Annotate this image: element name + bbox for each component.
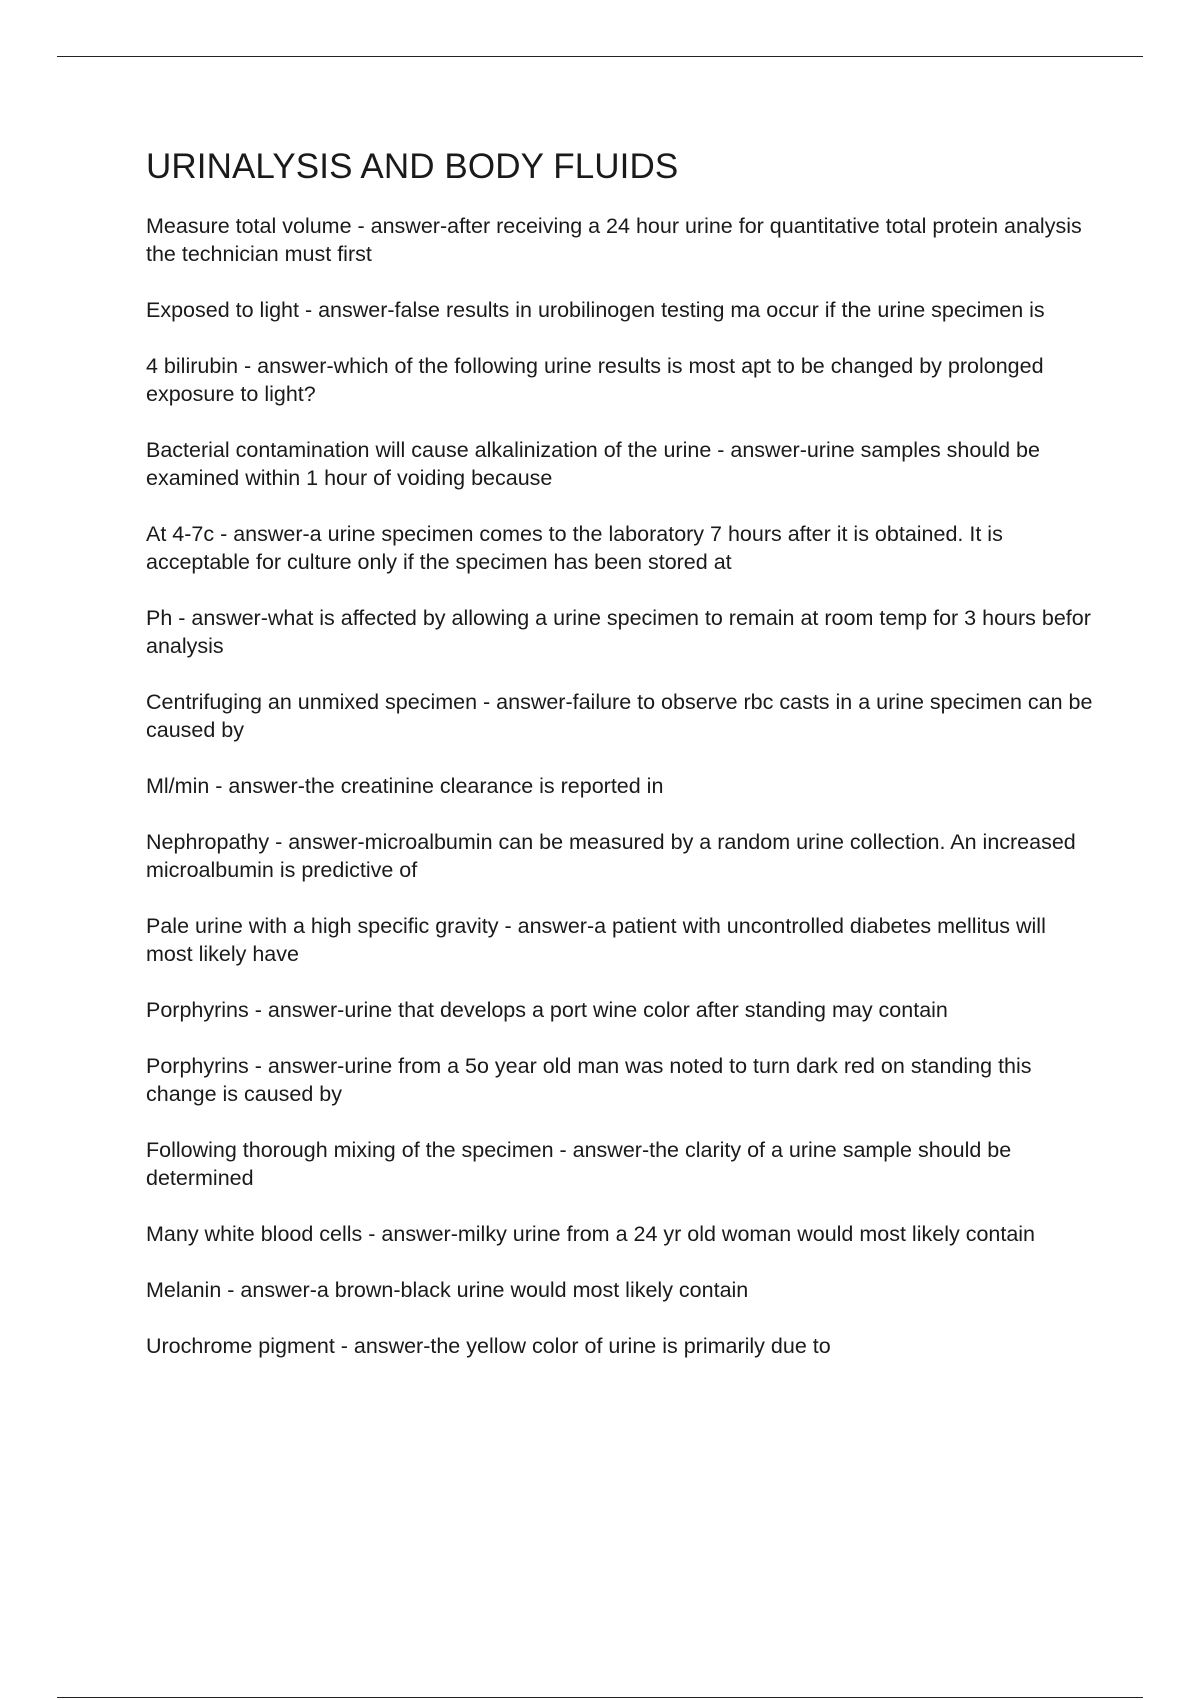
top-divider [57, 56, 1143, 57]
qa-item: Ml/min - answer-the creatinine clearance is reported in [146, 774, 664, 798]
qa-item: Measure total volume - answer-after receiving a 24 hour urine for quantitative total protein analysis the technician must first [146, 214, 1082, 266]
document-body [146, 140, 1096, 1388]
qa-item: At 4-7c - answer-a urine specimen comes to the laboratory 7 hours after it is obtained. It is acceptable for culture only if the specimen has been stored at [146, 522, 1003, 574]
qa-item: Melanin - answer-a brown-black urine would most likely contain [146, 1278, 749, 1302]
bottom-divider [57, 1697, 1143, 1698]
qa-item: Ph - answer-what is affected by allowing a urine specimen to remain at room temp for 3 hours befor analysis [146, 606, 1091, 658]
qa-item: Following thorough mixing of the specimen - answer-the clarity of a urine sample should be determined [146, 1138, 1012, 1190]
qa-item: 4 bilirubin - answer-which of the following urine results is most apt to be changed by prolonged exposure to light? [146, 354, 1044, 406]
qa-item: Centrifuging an unmixed specimen - answer-failure to observe rbc casts in a urine specimen can be caused by [146, 690, 1093, 742]
qa-item: Pale urine with a high specific gravity - answer-a patient with uncontrolled diabetes mellitus will most likely have [146, 914, 1046, 966]
qa-item: Urochrome pigment - answer-the yellow color of urine is primarily due to [146, 1334, 831, 1358]
document-title: URINALYSIS AND BODY FLUIDS [146, 147, 679, 186]
qa-item: Many white blood cells - answer-milky urine from a 24 yr old woman would most likely contain [146, 1222, 1036, 1246]
qa-item: Porphyrins - answer-urine that develops a port wine color after standing may contain [146, 998, 948, 1022]
qa-item: Porphyrins - answer-urine from a 5o year old man was noted to turn dark red on standing this change is caused by [146, 1054, 1032, 1106]
qa-item: Nephropathy - answer-microalbumin can be measured by a random urine collection. An increased microalbumin is predictive of [146, 830, 1076, 882]
qa-list [146, 212, 1096, 1360]
qa-item: Bacterial contamination will cause alkalinization of the urine - answer-urine samples should be examined within 1 hour of voiding because [146, 438, 1040, 490]
qa-item: Exposed to light - answer-false results in urobilinogen testing ma occur if the urine specimen is [146, 298, 1045, 322]
